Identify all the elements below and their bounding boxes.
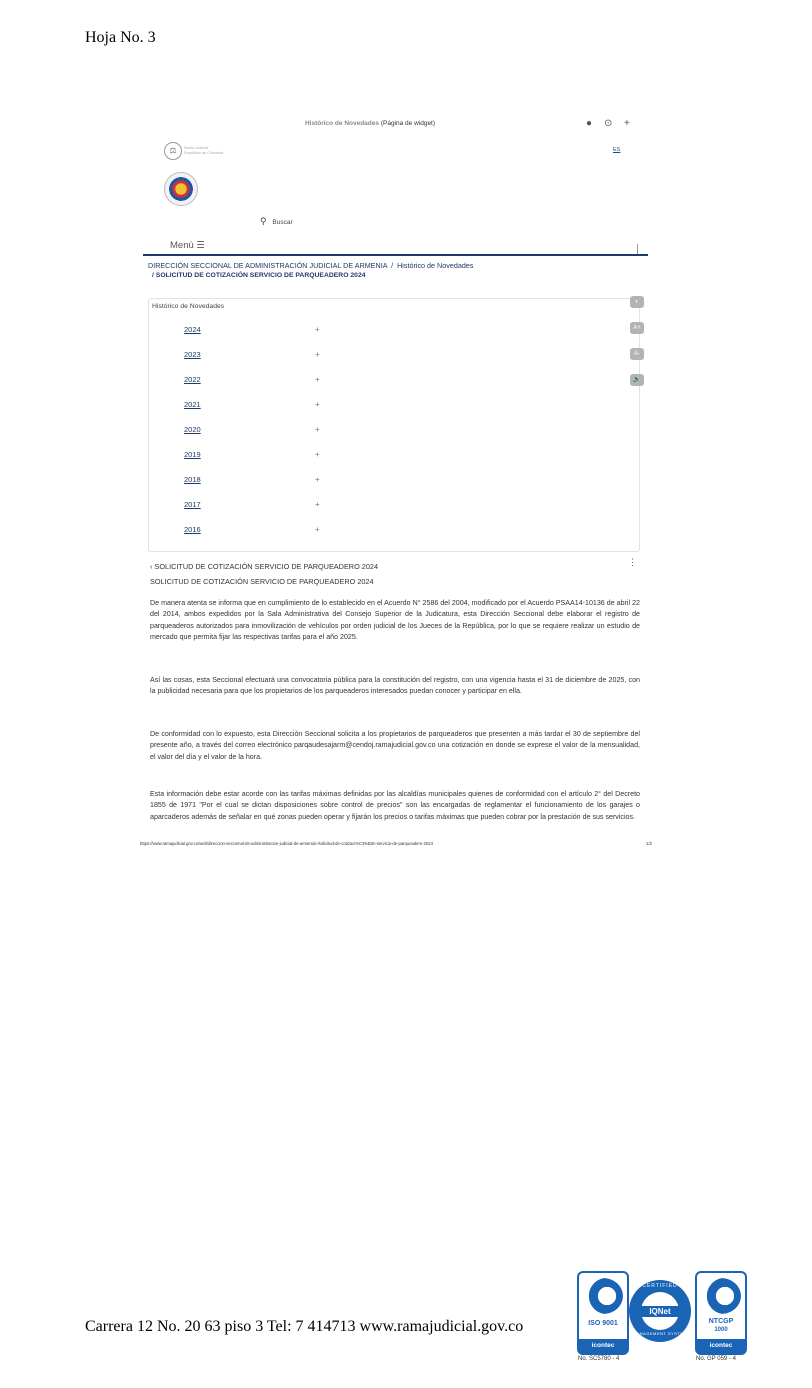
widget-title-bold: Histórico de Novedades <box>304 120 380 127</box>
breadcrumb-sep: / <box>391 261 394 270</box>
widget-title-suffix: (Página de widget) <box>380 120 436 127</box>
rama-text-line-2: República de Colombia <box>184 150 224 155</box>
year-link[interactable]: 2023 <box>184 350 201 359</box>
nav-rule <box>143 254 648 256</box>
menu-divider <box>637 244 638 254</box>
article-paragraph: De conformidad con lo expuesto, esta Dirección Seccional solicita a los propietarios de parqueaderos que presenten a más tardar el 30 de septiembre del presente año, a través del correo electrónico parqaudesajarm@cendoj.ramajudicial.gov.co una cotización en donde se exprese el valor de la mensualidad, el valor del día y el valor de la hora. <box>150 730 640 761</box>
iqnet-certified: CERTIFIED <box>642 1283 678 1289</box>
audio-icon[interactable]: 🔊 <box>630 374 644 386</box>
historico-panel <box>148 298 640 552</box>
widget-bar <box>140 120 652 134</box>
breadcrumb-current-label: SOLICITUD DE COTIZACIÓN SERVICIO DE PARQUEADERO 2024 <box>155 272 366 279</box>
year-row[interactable] <box>149 525 449 539</box>
article-subtitle: SOLICITUD DE COTIZACIÓN SERVICIO DE PARQUEADERO 2024 <box>150 577 374 586</box>
article-paragraph: Así las cosas, esta Seccional efectuará una convocatoria pública para la constitución del registro, con una vigencia hasta el 31 de diciembre de 2025, con la publicidad necesaria para que los propietarios de los parqueaderos interesados puedan conocer y participar en ella. <box>150 676 640 696</box>
iqnet-badge <box>629 1280 691 1342</box>
back-link-label: SOLICITUD DE COTIZACIÓN SERVICIO DE PARQUEADERO 2024 <box>154 562 379 571</box>
iso-9001-badge <box>577 1271 629 1355</box>
rama-judicial-logo-icon[interactable]: ⚖ <box>164 142 182 160</box>
search-icon: ⚲ <box>260 216 267 226</box>
year-row[interactable] <box>149 425 449 439</box>
expand-icon[interactable]: + <box>315 525 320 534</box>
year-row[interactable] <box>149 500 449 514</box>
breadcrumb-seccional[interactable]: DIRECCIÓN SECCIONAL DE ADMINISTRACIÓN JUDICIAL DE ARMENIA <box>148 261 388 270</box>
article-paragraph: Esta información debe estar acorde con las tarifas máximas definidas por las alcaldías municipales quienes de conformidad con el artículo 2° del Decreto 1855 de 1971 "Por el cual se dictan disposiciones sobre control de precios" son las encargadas de reglamentar el funcionamiento de los garajes o aparcaderos además de señalar en qué zonas pueden operar y fijarán los precios o tarifas máximas que pueden cobrar por la prestación de sus servicios. <box>150 790 640 821</box>
print-footer <box>140 841 652 846</box>
font-decrease-icon[interactable]: A- <box>630 348 644 360</box>
font-increase-icon[interactable]: A+ <box>630 322 644 334</box>
print-url: https://www.ramajudicial.gov.co/web/direccion-seccional-de-administracion-judicial-de-armenia/-/solicitud-de-cotizaci%C3%B3n-servicio-de-parqueadero-2024 <box>140 841 433 846</box>
expand-icon[interactable]: + <box>315 400 320 409</box>
add-icon[interactable]: + <box>624 118 630 129</box>
year-link[interactable]: 2024 <box>184 325 201 334</box>
widget-title <box>140 120 600 127</box>
expand-icon[interactable]: + <box>315 325 320 334</box>
settings-icon[interactable]: ⊙ <box>604 118 613 129</box>
historico-title: Histórico de Novedades <box>152 303 225 310</box>
year-link[interactable]: 2019 <box>184 450 201 459</box>
menu-button[interactable]: Menú ☰ <box>170 240 205 251</box>
expand-icon[interactable]: + <box>315 350 320 359</box>
year-row[interactable] <box>149 400 449 414</box>
expand-icon[interactable]: + <box>315 475 320 484</box>
year-link[interactable]: 2017 <box>184 500 201 509</box>
ntcgp-label: NTCGP <box>708 1318 734 1325</box>
year-link[interactable]: 2018 <box>184 475 201 484</box>
footer-address: Carrera 12 No. 20 63 piso 3 Tel: 7 414713 www.ramajudicial.gov.co <box>85 1318 524 1335</box>
breadcrumb <box>148 261 473 270</box>
search-box[interactable] <box>260 216 293 227</box>
year-link[interactable]: 2021 <box>184 400 201 409</box>
iqnet-system: MANAGEMENT SYSTEM <box>632 1331 688 1336</box>
expand-icon[interactable]: + <box>315 450 320 459</box>
back-link[interactable] <box>150 562 378 571</box>
page-header: Hoja No. 3 <box>85 29 156 46</box>
icontec-logo-icon <box>583 1278 623 1314</box>
language-link[interactable]: ES <box>613 147 621 153</box>
year-row[interactable] <box>149 325 449 339</box>
icontec-logo-icon <box>701 1278 741 1314</box>
rama-judicial-text <box>184 146 223 155</box>
printed-webpage <box>140 100 652 855</box>
colombia-crest-icon <box>164 172 198 206</box>
breadcrumb-sep: / <box>152 272 154 279</box>
expand-icon[interactable]: + <box>315 375 320 384</box>
eye-icon[interactable]: ● <box>586 118 593 129</box>
year-link[interactable]: 2016 <box>184 525 201 534</box>
year-row[interactable] <box>149 475 449 489</box>
icontec-strip: icontec <box>579 1339 627 1353</box>
contrast-icon[interactable]: ◐ <box>630 296 644 308</box>
icontec-strip: icontec <box>697 1339 745 1353</box>
ntcgp-number: No. GP 059 - 4 <box>696 1356 736 1362</box>
breadcrumb-historico[interactable]: Histórico de Novedades <box>397 261 474 270</box>
year-row[interactable] <box>149 350 449 364</box>
more-options-icon[interactable]: ⋮ <box>628 557 637 567</box>
breadcrumb-current <box>152 272 366 279</box>
iso-label: ISO 9001 <box>588 1320 618 1327</box>
chevron-left-icon: ‹ <box>150 562 155 571</box>
iso-number: No. SC5780 - 4 <box>578 1356 620 1362</box>
iqnet-label: IQNet <box>637 1306 683 1317</box>
expand-icon[interactable]: + <box>315 425 320 434</box>
year-link[interactable]: 2022 <box>184 375 201 384</box>
year-row[interactable] <box>149 375 449 389</box>
ntcgp-1000-badge <box>695 1271 747 1355</box>
year-row[interactable] <box>149 450 449 464</box>
year-link[interactable]: 2020 <box>184 425 201 434</box>
rama-text-line-1: Rama Judicial <box>184 146 208 150</box>
expand-icon[interactable]: + <box>315 500 320 509</box>
ntcgp-sub: 1000 <box>714 1327 728 1333</box>
search-placeholder: Buscar <box>272 219 293 226</box>
print-page: 1/2 <box>646 841 652 846</box>
article-paragraph: De manera atenta se informa que en cumplimiento de lo establecido en el Acuerdo N° 2586 del 2004, modificado por el Acuerdo PSAA14-10136 de abril 22 del 2014, ambos expedidos por la Sala Administrativa del Consejo Superior de la Judicatura, esta Dirección Seccional debe elaborar el registro de parqueaderos autorizados para inmovilización de vehículos por orden judicial de los Jueces de la República, por lo que se requiere realizar un estudio de mercado que permita fijar las respectivas tarifas para el año 2025. <box>150 599 640 641</box>
